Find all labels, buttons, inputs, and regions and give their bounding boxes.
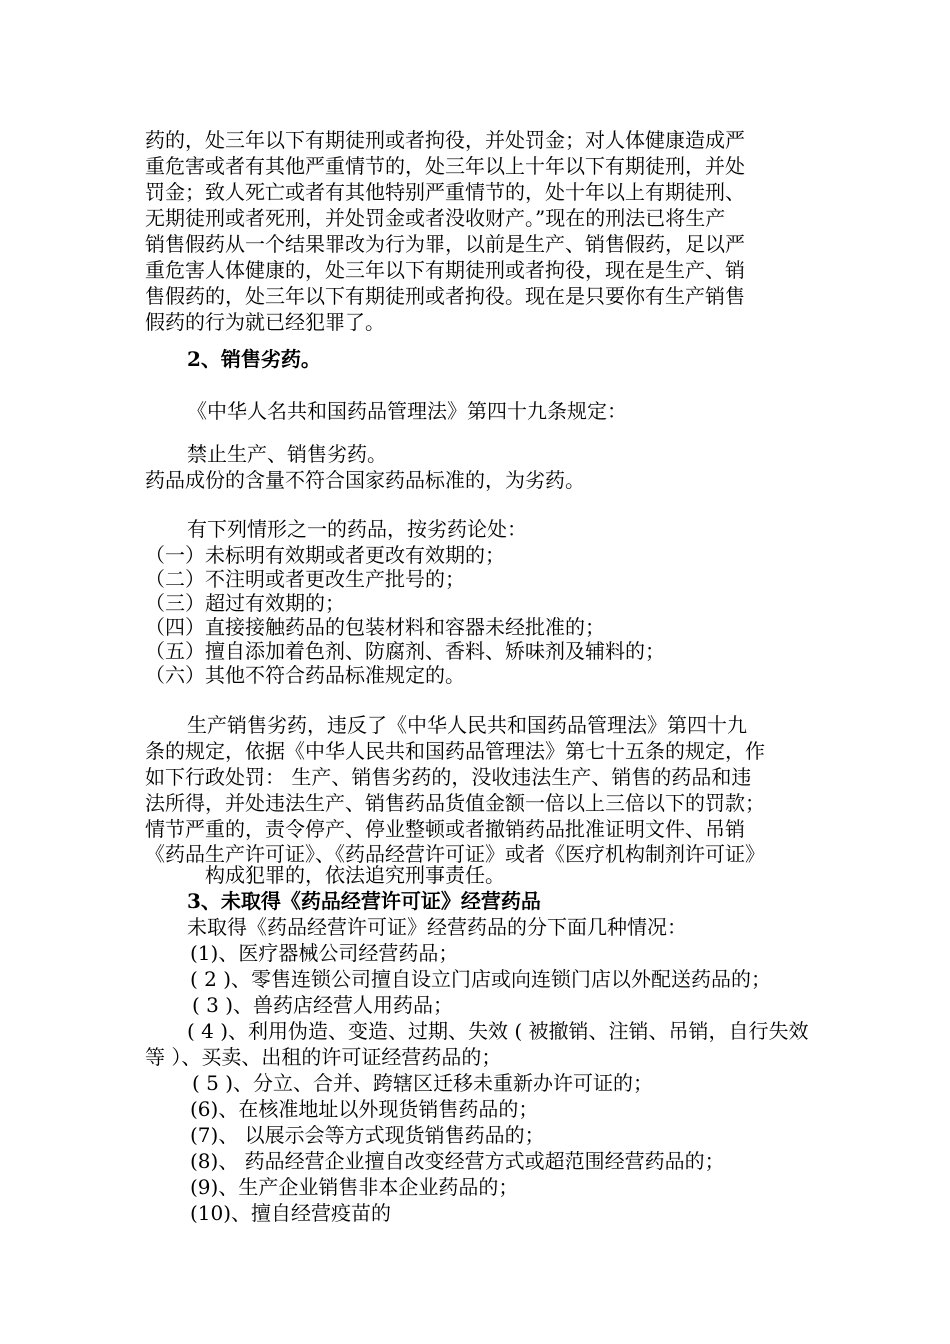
paragraph-1-line: 销售假药从一个结果罪改为行为罪，以前是生产、销售假药，足以严 (145, 232, 745, 256)
penalty-line: 情节严重的，责令停产、停业整顿或者撤销药品批准证明文件、吊销 (145, 817, 745, 841)
unlicensed-item: (8)、 药品经营企业擅自改变经营方式或超范围经营药品的； (190, 1149, 725, 1173)
unlicensed-item: 等 ）、买卖、出租的许可证经营药品的； (145, 1045, 502, 1069)
law-49-intro: 《中华人名共和国药品管理法》第四十九条规定： (187, 399, 627, 423)
unlicensed-item: ( 3 )、兽药店经营人用药品； (192, 993, 454, 1017)
case-item: （五）擅自添加着色剂、防腐剂、香料、矫味剂及辅料的； (145, 639, 665, 663)
paragraph-1-line: 假药的行为就已经犯罪了。 (145, 310, 385, 334)
paragraph-1-line: 重危害或者有其他严重情节的，处三年以上十年以下有期徒刑，并处 (145, 154, 745, 178)
penalty-line: 如下行政处罚： 生产、销售劣药的，没收违法生产、销售的药品和违 (145, 765, 752, 789)
penalty-line: 构成犯罪的，依法追究刑事责任。 (205, 863, 505, 887)
definition-line: 药品成份的含量不符合国家药品标准的，为劣药。 (145, 468, 585, 492)
case-item: （二）不注明或者更改生产批号的； (145, 567, 465, 591)
paragraph-1-line: 售假药的，处三年以下有期徒刑或者拘役。现在是只要你有生产销售 (145, 284, 745, 308)
penalty-line: 法所得，并处违法生产、销售药品货值金额一倍以上三倍以下的罚款； (145, 791, 765, 815)
cases-intro: 有下列情形之一的药品，按劣药论处： (187, 517, 527, 541)
case-item: （三）超过有效期的； (145, 591, 345, 615)
ban-line: 禁止生产、销售劣药。 (187, 442, 387, 466)
unlicensed-item: ( 5 )、分立、合并、跨辖区迁移未重新办许可证的； (192, 1071, 654, 1095)
unlicensed-item: (10)、擅自经营疫苗的 (190, 1201, 392, 1225)
section-heading-3: 3、未取得《药品经营许可证》经营药品 (187, 889, 541, 913)
case-item: （一）未标明有效期或者更改有效期的； (145, 543, 505, 567)
penalty-line: 条的规定，依据《中华人民共和国药品管理法》第七十五条的规定，作 (145, 739, 765, 763)
unlicensed-item: ( 4 )、利用伪造、变造、过期、失效 ( 被撤销、注销、吊销，自行失效 (187, 1019, 809, 1043)
unlicensed-item: (6)、在核准地址以外现货销售药品的； (190, 1097, 539, 1121)
case-item: （六）其他不符合药品标准规定的。 (145, 663, 465, 687)
unlicensed-item: (9)、生产企业销售非本企业药品的； (190, 1175, 519, 1199)
section-heading-2: 2、销售劣药。 (187, 347, 321, 371)
case-item: （四）直接接触药品的包装材料和容器未经批准的； (145, 615, 605, 639)
unlicensed-item: ( 2 )、零售连锁公司擅自设立门店或向连锁门店以外配送药品的； (190, 967, 772, 991)
unlicensed-item: (1)、医疗器械公司经营药品； (190, 941, 459, 965)
paragraph-1-line: 药的，处三年以下有期徒刑或者拘役，并处罚金；对人体健康造成严 (145, 128, 745, 152)
unlicensed-item: (7)、 以展示会等方式现货销售药品的； (190, 1123, 545, 1147)
penalty-line: 《药品生产许可证》、《药品经营许可证》或者《医疗机构制剂许可证》 (145, 842, 765, 866)
paragraph-1-line: 罚金；致人死亡或者有其他特别严重情节的，处十年以上有期徒刑、 (145, 180, 745, 204)
paragraph-1-line: 重危害人体健康的，处三年以下有期徒刑或者拘役，现在是生产、销 (145, 258, 745, 282)
penalty-line: 生产销售劣药，违反了《中华人民共和国药品管理法》第四十九 (187, 713, 747, 737)
paragraph-1-line: 无期徒刑或者死刑，并处罚金或者没收财产。”现在的刑法已将生产 (145, 206, 726, 230)
unlicensed-intro: 未取得《药品经营许可证》经营药品的分下面几种情况： (187, 915, 687, 939)
